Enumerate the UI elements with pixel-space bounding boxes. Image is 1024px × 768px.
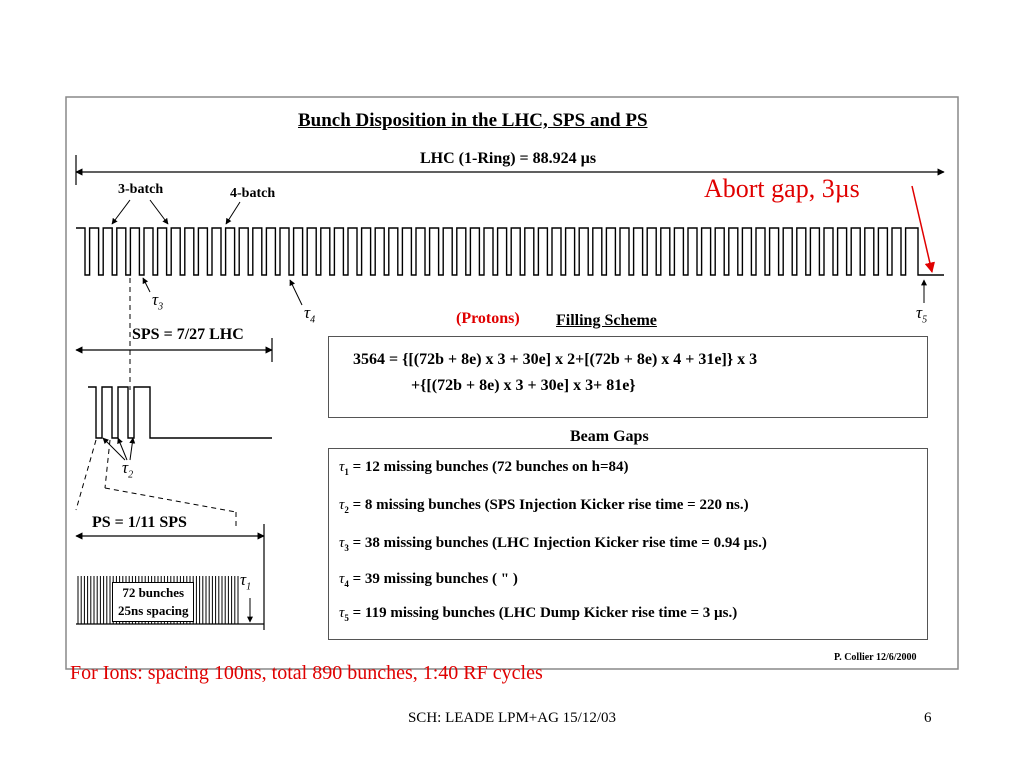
- filling-scheme-box: [328, 336, 928, 418]
- batch4-arrow: [226, 202, 240, 224]
- diagram-title: Bunch Disposition in the LHC, SPS and PS: [298, 110, 648, 131]
- ps-box-line1: 72 bunches: [122, 585, 185, 600]
- tau3-label: $\tau_3$: [152, 290, 164, 313]
- protons-label: (Protons): [456, 310, 520, 327]
- tau1-label: $\tau_1$: [240, 570, 252, 593]
- tau3-arrow: [143, 278, 150, 292]
- ions-note: For Ions: spacing 100ns, total 890 bunches, 1:40 RF cycles: [70, 662, 543, 684]
- gap-row-tau2: $\tau_2 = 8$ missing bunches (SPS Injection Kicker rise time = 220 ns.): [339, 497, 749, 515]
- credit-text: P. Collier 12/6/2000: [834, 652, 917, 663]
- ps-box-line2: 25ns spacing: [118, 603, 189, 618]
- filling-scheme-title: Filling Scheme: [556, 312, 657, 329]
- lhc-label: LHC (1-Ring) = 88.924 µs: [420, 150, 597, 167]
- batch3-arrow-right: [150, 200, 168, 224]
- gap-row-tau5: $\tau_5 = 119$ missing bunches (LHC Dump Kicker rise time = 3 µs.): [339, 605, 738, 623]
- ps-bunch-box: [112, 582, 194, 622]
- filling-line2: +{[(72b + 8e) x 3 + 30e] x 3+ 81e}: [411, 377, 636, 394]
- batch3-arrow-left: [112, 200, 130, 224]
- ps-projection-left: [76, 440, 96, 510]
- tau4-label: $\tau_4$: [304, 303, 316, 326]
- page-number: 6: [924, 710, 932, 726]
- beam-gaps-title: Beam Gaps: [570, 428, 649, 445]
- filling-line1: 3564 = {[(72b + 8e) x 3 + 30e] x 2+[(72b + 8e) x 4 + 31e]} x 3: [353, 351, 758, 368]
- gap-row-tau4: $\tau_4 = 39$ missing bunches ( " ): [339, 571, 518, 589]
- abort-gap-label: Abort gap, 3µs: [704, 174, 860, 203]
- abort-gap-arrow: [912, 186, 932, 272]
- footer-text: SCH: LEADE LPM+AG 15/12/03: [407, 710, 617, 726]
- sps-label: SPS = 7/27 LHC: [132, 326, 244, 343]
- batch4-label: 4-batch: [230, 186, 276, 201]
- ps-label: PS = 1/11 SPS: [92, 514, 187, 531]
- beam-gaps-box: [328, 448, 928, 640]
- tau2-label: $\tau_2$: [122, 458, 134, 481]
- gap-row-tau1: $\tau_1 = 12$ missing bunches (72 bunches on h=84): [339, 459, 629, 477]
- tau5-label: $\tau_5$: [916, 303, 928, 326]
- gap-row-tau3: $\tau_3 = 38$ missing bunches (LHC Injection Kicker rise time = 0.94 µs.): [339, 535, 767, 553]
- batch3-label: 3-batch: [118, 182, 164, 197]
- sps-bunch-train: [88, 387, 272, 438]
- tau4-arrow: [290, 280, 302, 305]
- ps-projection-right: [105, 440, 110, 488]
- lhc-bunch-train: [76, 228, 944, 275]
